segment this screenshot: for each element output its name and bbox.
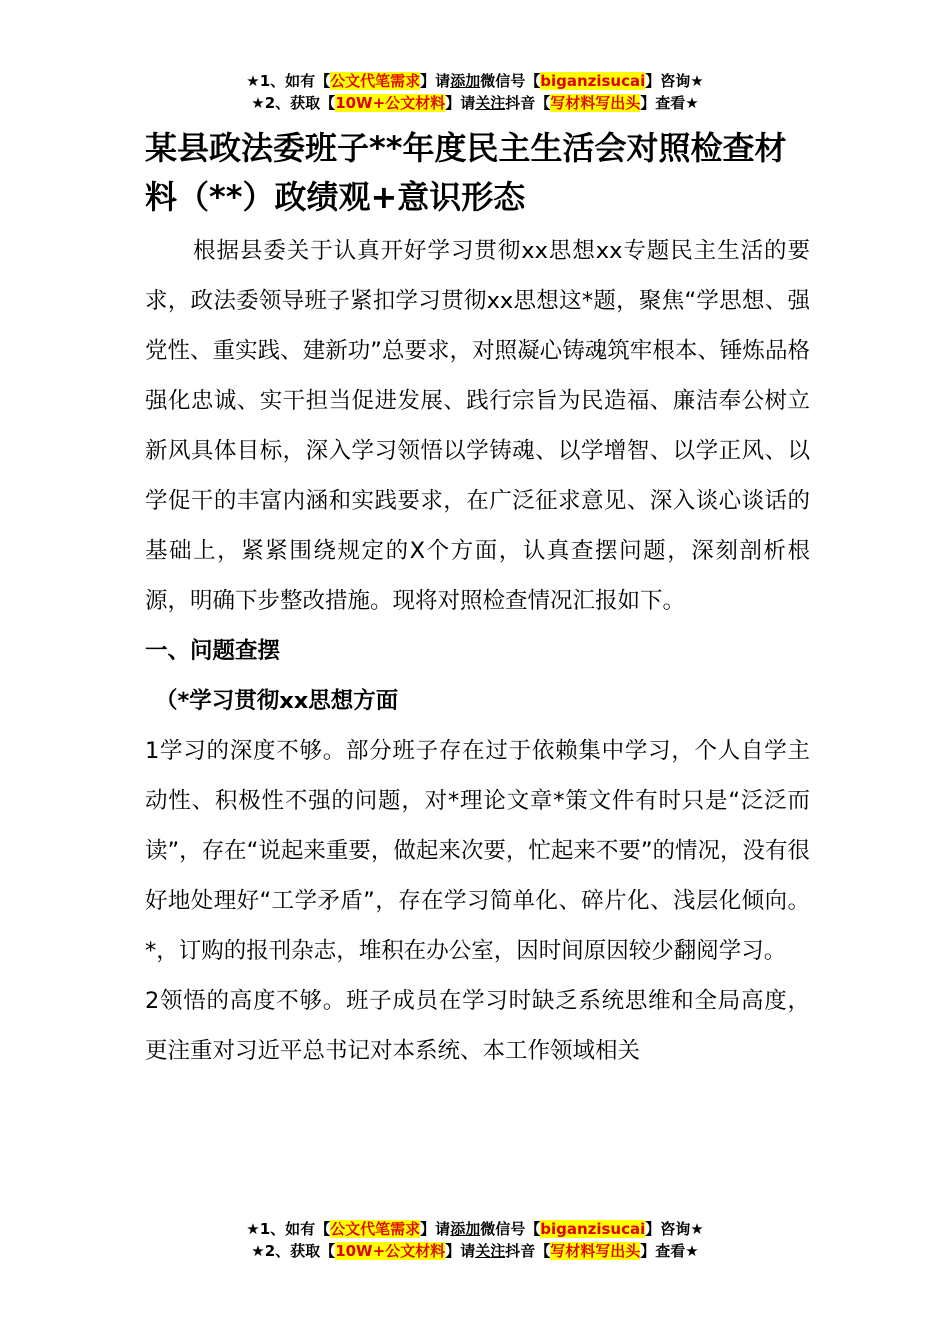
highlight-materials: 10W+公文材料 [335,94,446,112]
promo-line-2: ★2、获取【10W+公文材料】请关注抖音【写材料写出头】查看★ [251,94,699,112]
promo-line-1: ★1、如有【公文代笔需求】请添加微信号【biganzisucai】咨询★ [246,72,704,90]
promo-banner-top [0,70,950,114]
highlight-service: 公文代笔需求 [330,1220,421,1238]
promo-line-1: ★1、如有【公文代笔需求】请添加微信号【biganzisucai】咨询★ [246,1220,704,1238]
promo-banner-bottom [0,1218,950,1262]
highlight-wechat-id: biganzisucai [540,1220,646,1238]
point-paragraph-1: 1学习的深度不够。部分班子存在过于依赖集中学习，个人自学主动性、积极性不强的问题，对*理论文章*策文件有时只是“泛泛而读”，存在“说起来重要，做起来次要，忙起来不要”的情况，没有很好地处理好“工学矛盾”，存在学习简单化、碎片化、浅层化倾向。*，订购的报刊杂志，堆积在办公室，因时间原因较少翻阅学习。 [145,738,810,964]
highlight-service: 公文代笔需求 [330,72,421,90]
highlight-douyin-id: 写材料写出头 [550,1242,641,1260]
document-body [145,124,810,1076]
subsection-heading: （*学习贯彻xx思想方面 [155,688,399,714]
promo-line-2: ★2、获取【10W+公文材料】请关注抖音【写材料写出头】查看★ [251,1242,699,1260]
highlight-douyin-id: 写材料写出头 [550,94,641,112]
highlight-wechat-id: biganzisucai [540,72,646,90]
intro-paragraph: 根据县委关于认真开好学习贯彻xx思想xx专题民主生活的要求，政法委领导班子紧扣学习贯彻xx思想这*题，聚焦“学思想、强党性、重实践、建新功”总要求，对照凝心铸魂筑牢根本、锤炼品格强化忠诚、实干担当促进发展、践行宗旨为民造福、廉洁奉公树立新风具体目标，深入学习领悟以学铸魂、以学增智、以学正风、以学促干的丰富内涵和实践要求，在广泛征求意见、深入谈心谈话的基础上，紧紧围绕规定的X个方面，认真查摆问题，深刻剖析根源，明确下步整改措施。现将对照检查情况汇报如下。 [145,238,810,614]
document-title: 某县政法委班子**年度民主生活会对照检查材料（**）政绩观+意识形态 [145,129,787,216]
point-paragraph-2: 2领悟的高度不够。班子成员在学习时缺乏系统思维和全局高度，更注重对习近平总书记对本系统、本工作领域相关 [145,988,810,1064]
highlight-materials: 10W+公文材料 [335,1242,446,1260]
section-heading: 一、问题查摆 [145,638,281,664]
